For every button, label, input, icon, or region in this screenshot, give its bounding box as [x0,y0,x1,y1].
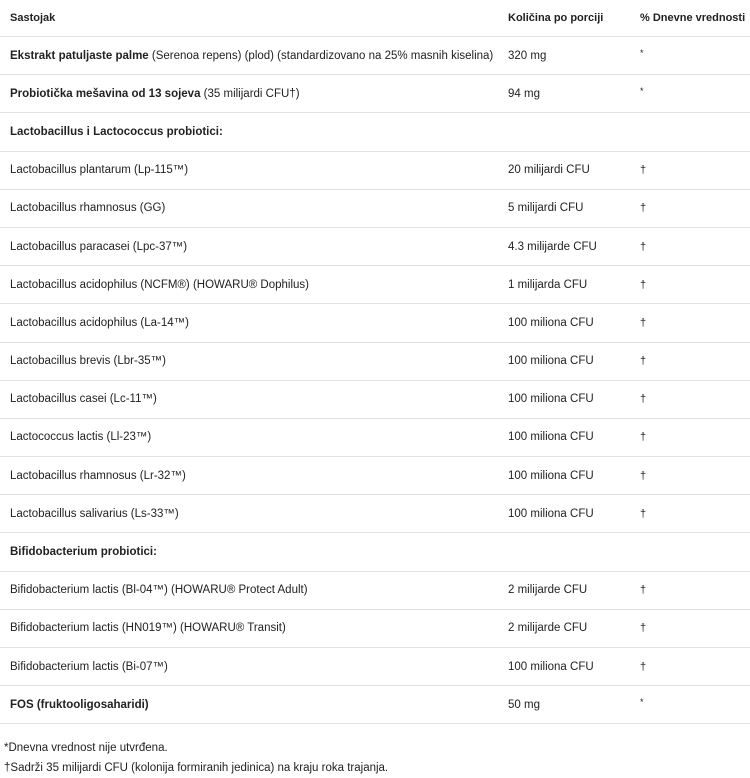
ingredient-name-bold: Bifidobacterium probiotici: [10,546,157,559]
ingredient-cell [10,686,500,723]
daily-value-cell [640,113,750,150]
amount-cell: 2 milijarde CFU [508,622,588,635]
daily-value-cell [640,686,750,723]
daily-value-mark: * [640,85,644,96]
ingredient-name: Lactobacillus plantarum (Lp-115™) [10,164,189,177]
daily-value-mark: * [640,47,644,58]
ingredient-cell [10,457,500,494]
ingredient-cell [10,610,500,647]
table-row [0,381,750,419]
daily-value-cell [640,610,750,647]
ingredient-name: Lactobacillus rhamnosus (Lr-32™) [10,469,186,482]
table-body [0,37,750,724]
ingredient-name: Lactobacillus acidophilus (La-14™) [10,316,189,329]
ingredient-cell [10,343,500,380]
daily-value-mark: † [640,622,647,635]
daily-value-cell [640,266,750,303]
table-row [0,572,750,610]
amount-cell: 100 miliona CFU [508,431,594,444]
daily-value-mark: † [640,202,647,215]
ingredient-name-bold: Probiotička mešavina od 13 sojeva [10,87,201,100]
daily-value-mark: † [640,278,647,291]
ingredient-name-bold: Ekstrakt patuljaste palme [10,49,149,62]
amount-cell: 50 mg [508,698,540,711]
ingredient-cell [10,304,500,341]
daily-value-mark: † [640,469,647,482]
ingredient-name: Lactobacillus paracasei (Lpc-37™) [10,240,188,253]
amount-cell: 100 miliona CFU [508,660,594,673]
amount-cell: 100 miliona CFU [508,393,594,406]
ingredient-name: (Serenoa repens) (plod) (standardizovano na 25% masnih kiselina) [148,49,494,62]
footnote-daily-value: *Dnevna vrednost nije utvrđena. [4,742,168,754]
ingredient-cell [10,381,500,418]
amount-cell: 100 miliona CFU [508,507,594,520]
daily-value-cell [640,343,750,380]
daily-value-cell [640,37,750,74]
daily-value-mark: † [640,164,647,177]
daily-value-mark: * [640,696,644,707]
daily-value-mark: † [640,240,647,253]
daily-value-cell [640,228,750,265]
daily-value-mark: † [640,584,647,597]
amount-cell: 2 milijarde CFU [508,584,588,597]
amount-cell: 320 mg [508,49,547,62]
ingredient-cell [10,228,500,265]
amount-cell: 94 mg [508,87,540,100]
ingredient-cell [10,648,500,685]
ingredient-name: Lactobacillus brevis (Lbr-35™) [10,355,166,368]
ingredient-cell [10,75,500,112]
daily-value-mark: † [640,316,647,329]
header-daily-value: % Dnevne vrednosti [640,12,746,24]
footnotes [4,738,388,778]
daily-value-mark: † [640,660,647,673]
ingredient-name: (35 milijardi CFU†) [200,87,300,100]
ingredient-name-bold: Lactobacillus i Lactococcus probiotici: [10,125,223,138]
table-row [0,648,750,686]
ingredient-cell [10,572,500,609]
daily-value-cell [640,572,750,609]
daily-value-cell [640,457,750,494]
ingredient-cell [10,533,500,570]
daily-value-cell [640,648,750,685]
table-row [0,152,750,190]
table-row [0,266,750,304]
table-row [0,610,750,648]
ingredient-name: Lactococcus lactis (Ll-23™) [10,431,152,444]
ingredient-cell [10,37,500,74]
daily-value-cell [640,533,750,570]
ingredient-name: Lactobacillus casei (Lc-11™) [10,393,157,406]
amount-cell: 100 miliona CFU [508,469,594,482]
table-row [0,343,750,381]
ingredient-cell [10,266,500,303]
table-row [0,113,750,151]
ingredient-cell [10,113,500,150]
daily-value-cell [640,381,750,418]
table-row [0,457,750,495]
table-row [0,495,750,533]
ingredient-cell [10,190,500,227]
ingredient-name: Bifidobacterium lactis (Bi-07™) [10,660,168,673]
table-row [0,419,750,457]
ingredient-cell [10,419,500,456]
daily-value-mark: † [640,507,647,520]
daily-value-mark: † [640,431,647,444]
ingredient-cell [10,495,500,532]
header-amount: Količina po porciji [508,12,604,24]
amount-cell [508,533,633,570]
amount-cell: 100 miliona CFU [508,355,594,368]
amount-cell: 5 milijardi CFU [508,202,584,215]
table-row [0,533,750,571]
ingredient-name: Lactobacillus rhamnosus (GG) [10,202,166,215]
daily-value-cell [640,419,750,456]
daily-value-cell [640,495,750,532]
daily-value-mark: † [640,355,647,368]
table-header-row [0,0,750,37]
amount-cell: 1 milijarda CFU [508,278,588,291]
ingredient-name: Bifidobacterium lactis (HN019™) (HOWARU® Transit) [10,622,286,635]
table-row [0,37,750,75]
header-ingredient: Sastojak [10,12,56,24]
amount-cell: 20 milijardi CFU [508,164,590,177]
table-row [0,304,750,342]
table-row [0,75,750,113]
amount-cell: 100 miliona CFU [508,316,594,329]
table-row [0,190,750,228]
ingredient-name: Lactobacillus acidophilus (NCFM®) (HOWARU® Dophilus) [10,278,309,291]
table-row [0,228,750,266]
daily-value-cell [640,190,750,227]
daily-value-cell [640,304,750,341]
ingredient-name: Bifidobacterium lactis (Bl-04™) (HOWARU® Protect Adult) [10,584,308,597]
daily-value-cell [640,152,750,189]
daily-value-mark: † [640,393,647,406]
ingredient-name-bold: FOS (fruktooligosaharidi) [10,698,149,711]
ingredient-name: Lactobacillus salivarius (Ls-33™) [10,507,179,520]
daily-value-cell [640,75,750,112]
amount-cell [508,113,633,150]
footnote-cfu: †Sadrži 35 milijardi CFU (kolonija formiranih jedinica) na kraju roka trajanja. [4,762,389,774]
table-row [0,686,750,724]
amount-cell: 4.3 milijarde CFU [508,240,597,253]
ingredient-cell [10,152,500,189]
